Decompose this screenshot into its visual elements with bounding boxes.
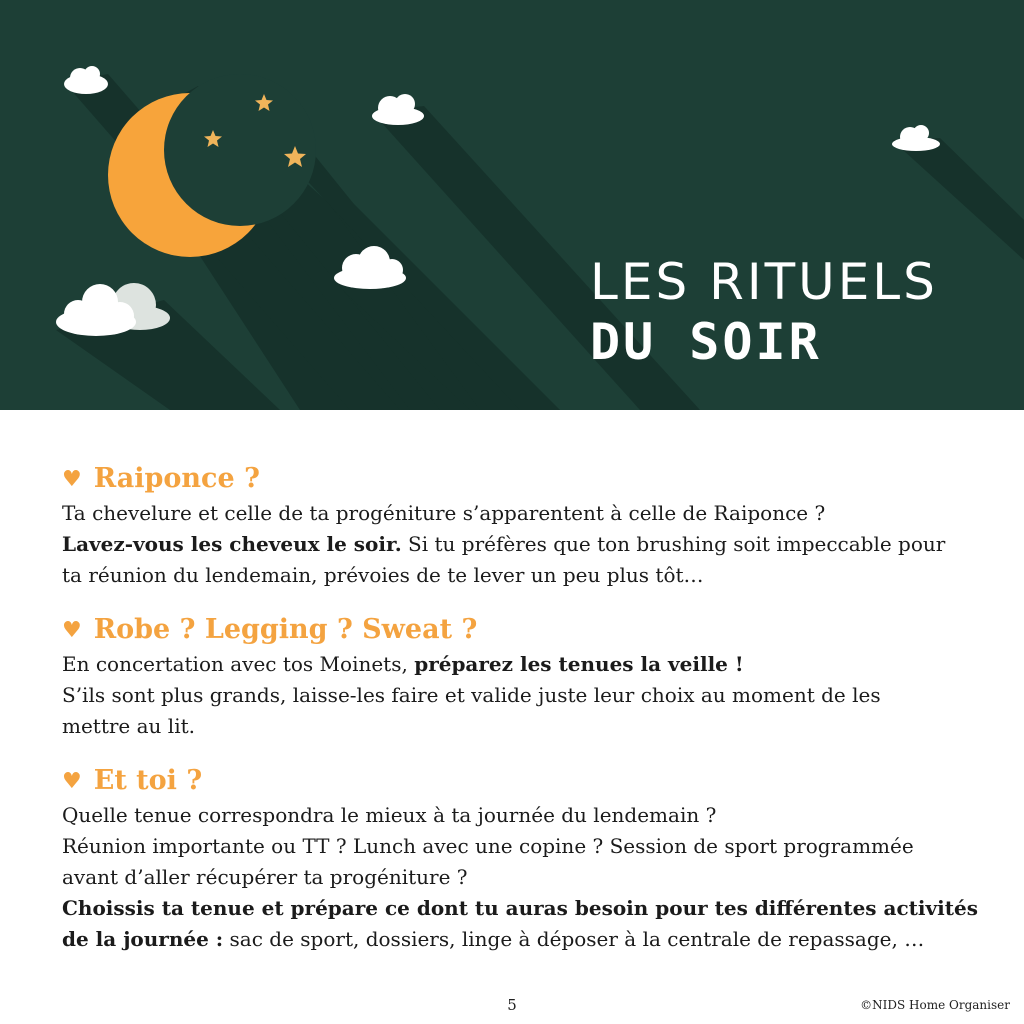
- paragraph-line: [62, 862, 982, 893]
- section-heading-text: Robe ? Legging ? Sweat ?: [93, 614, 478, 645]
- text-span: sac de sport, dossiers, linge à déposer à la centrale de repassage, …: [223, 927, 925, 951]
- title-line-2: DU SOIR: [590, 313, 822, 371]
- section-heading-text: Raiponce ?: [93, 463, 260, 494]
- heart-icon: ♥: [62, 768, 82, 794]
- section-heading: [62, 611, 982, 649]
- content-area: [62, 460, 982, 975]
- section-heading: [62, 762, 982, 800]
- text-span: Si tu préfères que ton brushing soit impeccable pour: [401, 532, 946, 556]
- bold-text-span: de la journée :: [62, 927, 224, 951]
- section-et-toi: [62, 762, 982, 955]
- section-heading: [62, 460, 982, 498]
- cloud-icon: [56, 283, 170, 336]
- heart-icon: ♥: [62, 466, 82, 492]
- paragraph-line: [62, 924, 982, 955]
- section-tenues: [62, 611, 982, 742]
- text-span: S’ils sont plus grands, laisse-les faire et valide juste leur choix au moment de les: [62, 683, 881, 707]
- text-span: Ta chevelure et celle de ta progéniture s’apparentent à celle de Raiponce ?: [62, 501, 826, 525]
- text-span: avant d’aller récupérer ta progéniture ?: [62, 865, 468, 889]
- title-line-1: LES RITUELS: [590, 253, 938, 311]
- section-heading-text: Et toi ?: [93, 765, 203, 796]
- cloud-icon: [892, 125, 940, 151]
- text-span: Quelle tenue correspondra le mieux à ta journée du lendemain ?: [62, 803, 717, 827]
- bold-text-span: Choissis ta tenue et prépare ce dont tu auras besoin pour tes différentes activités: [62, 896, 978, 920]
- paragraph-line: [62, 649, 982, 680]
- paragraph-line: [62, 680, 982, 711]
- cloud-shadow: [892, 138, 1024, 260]
- paragraph-line: [62, 711, 982, 742]
- text-span: ta réunion du lendemain, prévoies de te lever un peu plus tôt…: [62, 563, 704, 587]
- cloud-icon: [64, 66, 108, 94]
- page-number: 5: [507, 996, 517, 1014]
- bold-text-span: Lavez-vous les cheveux le soir.: [62, 532, 402, 556]
- paragraph-line: [62, 498, 982, 529]
- text-span: En concertation avec tos Moinets,: [62, 652, 415, 676]
- section-raiponce: [62, 460, 982, 591]
- text-span: Réunion importante ou TT ? Lunch avec une copine ? Session de sport programmée: [62, 834, 914, 858]
- paragraph-line: [62, 529, 982, 560]
- paragraph-line: [62, 560, 982, 591]
- page-title: [590, 252, 938, 372]
- text-span: mettre au lit.: [62, 714, 195, 738]
- paragraph-line: [62, 831, 982, 862]
- copyright-notice: ©NIDS Home Organiser: [860, 998, 1010, 1012]
- bold-text-span: préparez les tenues la veille !: [414, 652, 744, 676]
- paragraph-line: [62, 893, 982, 924]
- paragraph-line: [62, 800, 982, 831]
- heart-icon: ♥: [62, 617, 82, 643]
- header-banner: [0, 0, 1024, 410]
